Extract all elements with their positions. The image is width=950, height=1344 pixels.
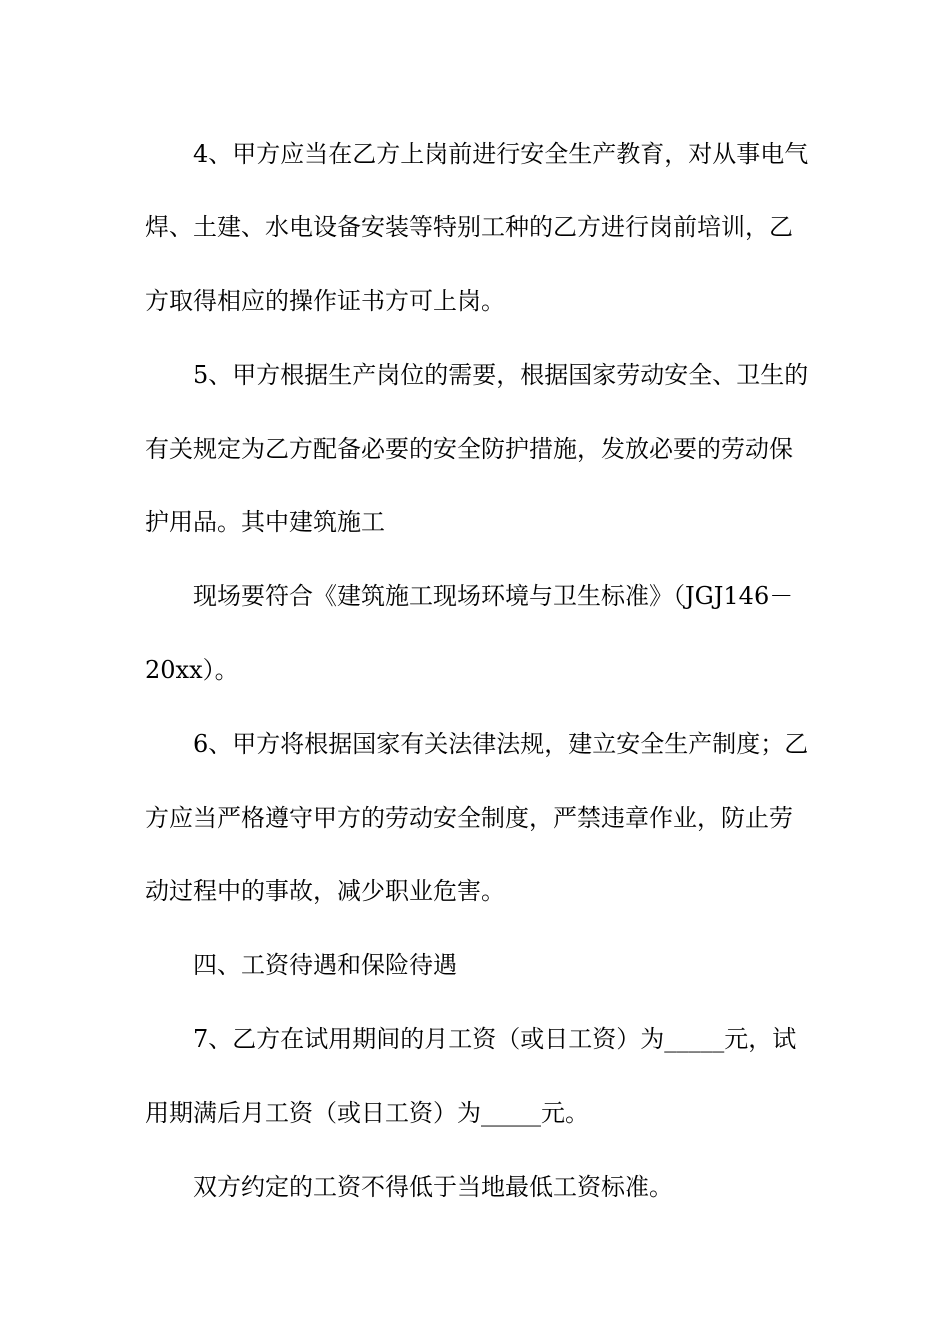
paragraph-6-line-3: 动过程中的事故，减少职业危害。: [145, 877, 505, 905]
paragraph-site-line-1: 现场要符合《建筑施工现场环境与卫生标准》（JGJ146－: [193, 582, 794, 610]
paragraph-4-line-2: 焊、土建、水电设备安装等特别工种的乙方进行岗前培训，乙: [145, 213, 793, 241]
paragraph-6-line-1: 6、甲方将根据国家有关法律法规，建立安全生产制度；乙: [193, 730, 809, 758]
paragraph-5-line-2: 有关规定为乙方配备必要的安全防护措施，发放必要的劳动保: [145, 435, 793, 463]
paragraph-4-line-1: 4、甲方应当在乙方上岗前进行安全生产教育，对从事电气: [193, 140, 809, 168]
paragraph-6-line-2: 方应当严格遵守甲方的劳动安全制度，严禁违章作业，防止劳: [145, 804, 793, 832]
paragraph-7-line-2: 用期满后月工资（或日工资）为_____元。: [145, 1099, 589, 1127]
paragraph-5-line-3: 护用品。其中建筑施工: [145, 508, 385, 536]
paragraph-site-line-2: 20xx）。: [145, 656, 239, 684]
paragraph-4-line-3: 方取得相应的操作证书方可上岗。: [145, 287, 505, 315]
paragraph-5-line-1: 5、甲方根据生产岗位的需要，根据国家劳动安全、卫生的: [193, 361, 809, 389]
paragraph-minimum-wage: 双方约定的工资不得低于当地最低工资标准。: [193, 1173, 673, 1201]
section-heading-wages-insurance: 四、工资待遇和保险待遇: [193, 951, 457, 979]
paragraph-7-line-1: 7、乙方在试用期间的月工资（或日工资）为_____元，试: [193, 1025, 797, 1053]
